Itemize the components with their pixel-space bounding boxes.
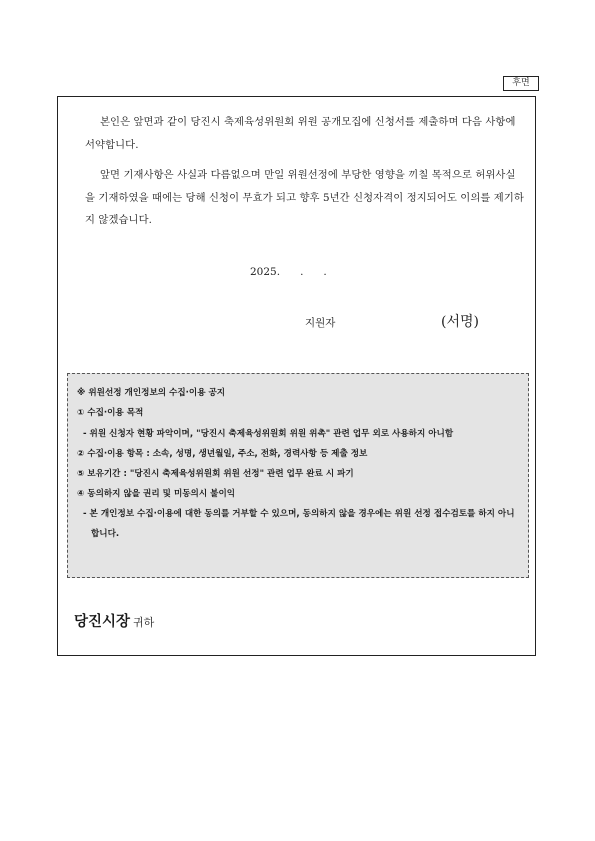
notice-item-retention: ⑤ 보유기간 : "당진시 축제육성위원회 위원 선정" 관련 업무 완료 시 파기 [77, 468, 354, 479]
notice-item-fields: ② 수집·이용 항목 : 소속, 성명, 생년월일, 주소, 전화, 경력사항 등 제출 정보 [77, 448, 368, 459]
pledge-form [57, 96, 536, 656]
page-side-label: 후면 [503, 76, 539, 91]
addressee [74, 610, 154, 631]
privacy-notice [67, 373, 529, 578]
date-line [250, 266, 327, 278]
date-day-separator: . [323, 266, 327, 278]
notice-title: ※ 위원선정 개인정보의 수집·이용 공지 [77, 388, 226, 398]
pledge-paragraph-declaration: 앞면 기재사항은 사실과 다름없으며 만일 위원선정에 부당한 영향을 끼칠 목적으로 허위사실을 기재하였을 때에는 당해 신청이 무효가 되고 향후 5년간 신청자격이 정지되어도 이의를 제기하지 않겠습니다. [85, 169, 524, 226]
notice-item-purpose: ① 수집·이용 목적 [77, 408, 144, 419]
notice-item-purpose-detail: - 위원 신청자 현황 파악이며, "당진시 축제육성위원회 위원 위촉" 관련 업무 외로 사용하지 아니함 [83, 428, 454, 439]
addressee-name: 당진시장 [74, 614, 131, 630]
signature-field[interactable]: (서명) [441, 314, 479, 330]
pledge-paragraph-intro: 본인은 앞면과 같이 당진시 축제육성위원회 위원 공개모집에 신청서를 제출하며 다음 사항에 서약합니다. [85, 116, 516, 151]
date-month-separator: . [300, 266, 304, 278]
applicant-label: 지원자 [305, 317, 336, 329]
notice-item-refusal-detail: - 본 개인정보 수집·이용에 대한 동의를 거부할 수 있으며, 동의하지 않을 경우에는 위원 선정 접수검토를 하지 아니합니다. [83, 509, 515, 540]
addressee-suffix: 귀하 [133, 616, 155, 629]
notice-item-refusal-right: ④ 동의하지 않을 권리 및 미동의시 불이익 [77, 489, 236, 500]
date-year: 2025. [250, 266, 281, 278]
